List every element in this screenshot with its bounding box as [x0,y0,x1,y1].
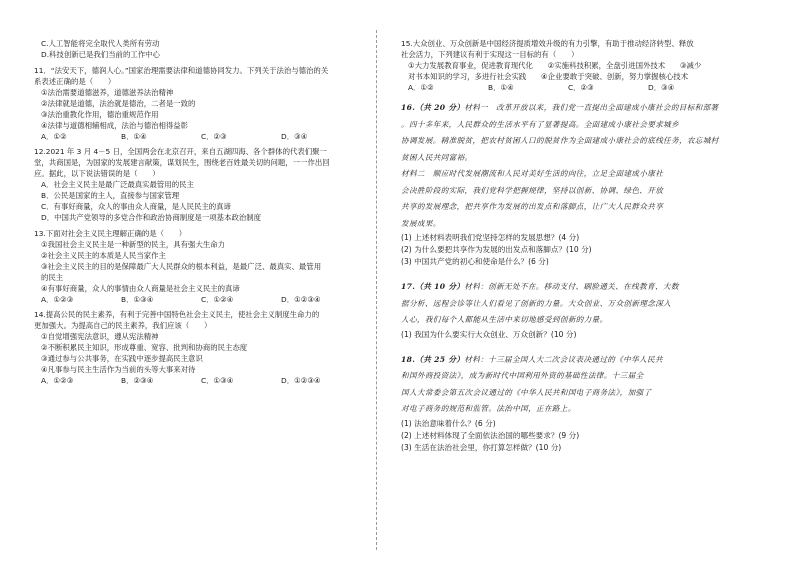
q16-material-line: 贫困人民共同富裕。 [401,152,473,162]
q18-heading: 18.（共 25 分） [401,354,465,364]
q14-item: ①自觉增强宪法意识，遵从宪法精神 [41,332,159,341]
q13-item: ④有事好商量，众人的事情由众人商量是社会主义民主的真谛 [41,283,240,293]
q11-stem-line: 11．“法安天下，德润人心。”国家治理需要法律和道德协同发力。下列关于法治与德治的关 [34,65,329,75]
choice-b: B．②③④ [121,376,154,385]
choice-a: A．①② [408,83,434,92]
q12-stem-line: 应。据此，以下说法错误的是（ ） [34,169,160,178]
q16-material-1: 16.（共 20 分）材料一 改革开放以来，我们党一直提出全面建成小康社会的目标和部署 [401,103,719,112]
q17-material-line: 据分析、远程会诊等让人们看见了创新的力量。大众创业、万众创新理念深入 [401,298,672,308]
q16-question: (3) 中国共产党的初心和使命是什么？(6 分) [401,257,549,266]
choice-c: C．②③ [568,83,594,92]
q17-heading: 17.（共 10 分） [401,282,465,291]
q13-item: 的民主 [41,272,64,282]
q13-item: ③社会主义民主的目的是保障最广大人民群众的根本利益，是最广泛、最真实、最管用 [41,261,322,271]
q16-question: (1) 上述材料表明我们党坚持怎样的发展思想？(4 分) [401,233,580,242]
q16-material-line: 发展成果。 [401,218,441,228]
q16-question: (2) 为什么要把共享作为发展的出发点和落脚点？(10 分) [401,245,592,254]
q14-stem-line: 14.提高公民的民主素养，有利于完善中国特色社会主义民主，使社会主义制度生命力的 [34,310,320,319]
column-divider [376,30,377,550]
q10-option-d: D.科技创新已是我们当前的工作中心 [41,50,160,59]
q15-choices [401,82,763,93]
choice-c: C．②③ [201,131,227,141]
choice-b: B．①③④ [121,294,154,304]
choice-b: B．①④ [121,131,147,141]
choice-a: A．①② [41,131,67,141]
q18-question: (1) 法治意味着什么？(6 分) [401,418,496,428]
q18-material-line: 国人大常委会第五次会议通过的《中华人民共和国电子商务法》，加强了 [401,387,652,397]
q11-item: ④法律与道德相辅相成，法治与德治相得益彰 [41,120,189,130]
q14-item: ③通过参与公共事务，在实践中逐步提高民主意识 [41,354,203,363]
choice-d: D．①②③④ [281,376,321,385]
choice-d: D．③④ [281,131,308,141]
q16-heading: 16.（共 20 分） [401,103,465,112]
q15-stem-line: 15.大众创业、万众创新是中国经济提质增效升级的有力引擎，有助于推动经济转型、释放 [401,39,694,48]
q14-item: ④凡事参与民主生活作为当前的头等大事来对待 [41,365,196,374]
q13-item: ②社会主义民主的本质是人民当家作主 [41,250,166,260]
q13-item: ①我国社会主义民主是一种新型的民主，具有强大生命力 [41,239,226,249]
q11-item: ③法治重教化作用，德治重规范作用 [41,109,159,119]
q13-stem: 13.下面对社会主义民主理解正确的是（ ） [34,228,187,238]
q16-material-line: 共享的发展理念，把共享作为发展的出发点和落脚点，让广大人民群众共享 [401,202,664,211]
q16-material-2: 材料二 顺应时代发展潮流和人民对美好生活的向往，立足全面建成小康社 [401,169,664,178]
choice-a: A．①②③ [41,294,74,304]
choice-a: A．①②③ [41,376,74,385]
q16-material-line: 会决胜阶段的实际，我们党科学把握规律，坚持以创新、协调、绿色、开放 [401,185,664,195]
q12-stem-line: 12.2021 年 3 月 4－5 日，全国两会在北京召开，来自五湖四海、各个群体的代表们聚一 [34,147,327,156]
q14-item: ②不断积累民主知识，形成尊重、宽容、批判和协商的民主态度 [41,343,248,352]
q15-item: ①大力发展教育事业，促进教育现代化 ②实施科技积累，全盘引进国外技术 ③减少 [408,61,702,70]
q11-item: ②法律就是道德，法治就是德治，二者是一致的 [41,98,196,108]
q15-item: 对书本知识的学习，多进行社会实践 ④企业要敢于突破、创新，努力掌握核心技术 [408,72,689,81]
q17-question: (1) 我国为什么要实行大众创业、万众创新？(10 分) [401,329,577,339]
q16-material-line: 。四十多年来，人民群众的生活水平有了显著提高。全面建成小康社会要求城乡 [401,119,680,129]
choice-c: C．①③④ [201,376,234,385]
right-column [401,38,763,454]
q12-option: D．中国共产党领导的多党合作和政治协商制度是一项基本政治制度 [41,213,262,222]
q12-stem-line: 堂，共商国是，为国家的发展建言献策，谋划民生，围绕老百姓最关切的问题，一一作出回 [34,158,330,167]
q18-question: (2) 上述材料体现了全面依法治国的哪些要求？(9 分) [401,430,580,440]
q18-question: (3) 生活在法治社会里，你打算怎样做？(10 分) [401,442,562,452]
q14-stem-line: 更加强大。为提高自己的民主素养，我们应该（ ） [34,321,212,330]
q15-stem-line: 社会活力，下列建议有利于实现这一目标的有（ ） [401,50,579,59]
q11-item: ①法治需要道德滋养，道德滋养法治精神 [41,87,174,97]
q18-material: 18.（共 25 分）材料：十三届全国人大二次会议表决通过的《中华人民共 [401,354,663,364]
q18-material-line: 对电子商务的规范和监管。法治中国，正在路上。 [401,404,576,413]
q11-choices [34,131,369,142]
q12-option: A．社会主义民主是最广泛最真实最管用的民主 [41,180,194,189]
choice-c: C．①②④ [201,294,234,304]
left-column [34,38,369,386]
q16-material-line: 协调发展。精准脱贫，把农村贫困人口的脱贫作为全面建成小康社会的底线任务，农忘城村 [401,136,719,145]
choice-d: D．③④ [648,83,675,92]
q12-option: B．公民是国家的主人，直接参与国家管理 [41,191,180,200]
q13-choices [34,294,369,305]
q17-material: 17.（共 10 分）材料：创新无处不在。移动支付、刷脸通关、在线教育、大数 [401,282,679,291]
q12-option: C．有事好商量，众人的事由众人商量，是人民民主的真谛 [41,202,231,211]
choice-d: D．①②③④ [281,294,321,304]
q18-material-line: 和国外商投资法》，成为新时代中国利用外资的基础性法律。十三届全 [401,371,644,380]
q17-material-line: 人心，我们每个人都能从生活中来切地感受到创新的力量。 [401,315,608,324]
q14-choices [34,375,369,386]
q11-stem-line: 系表述正确的是（ ） [34,76,116,86]
q10-option-c: C.人工智能将完全取代人类所有劳动 [41,39,160,48]
choice-b: B．①④ [488,83,514,92]
